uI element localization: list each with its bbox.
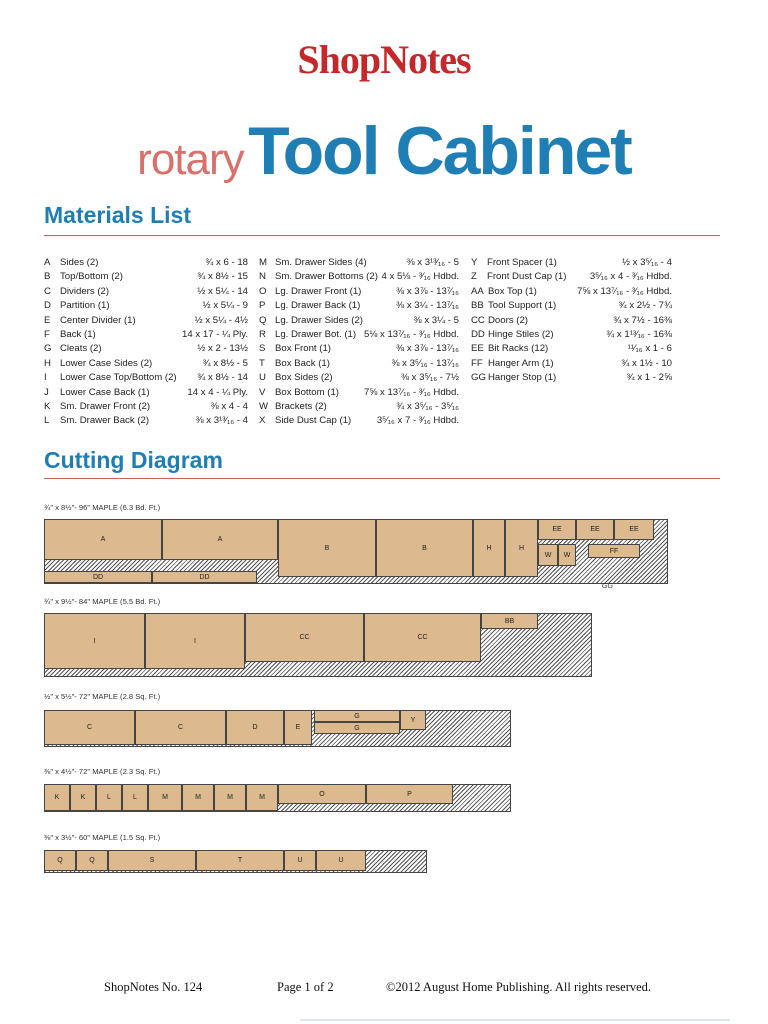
part-name: Sm. Drawer Front (2) [60, 401, 151, 413]
part-size: ⅜ x 3¹³⁄₁₆ - 4 [195, 415, 248, 427]
part-key: X [259, 415, 266, 427]
part-name: Bit Racks (12) [488, 343, 549, 355]
part-name: Doors (2) [488, 314, 528, 326]
cut-piece: M [148, 784, 182, 811]
part-key: CC [471, 314, 485, 326]
part-name: Front Dust Cap (1) [487, 271, 567, 283]
part-size: ¹¹⁄₁₆ x 1 - 6 [627, 343, 672, 355]
part-size: 14 x 4 - ¼ Ply. [187, 386, 248, 398]
part-key: K [44, 401, 51, 413]
part-size: ¾ x 8½ - 15 [197, 271, 248, 283]
part-size: ¾ x 8½ - 5 [202, 357, 248, 369]
cut-piece: G [314, 722, 400, 734]
part-name: Lg. Drawer Sides (2) [275, 314, 363, 326]
material-row [471, 285, 672, 299]
material-row [259, 314, 459, 328]
part-name: Hanger Stop (1) [488, 372, 557, 384]
material-row [259, 342, 459, 356]
shopnotes-logo: ShopNotes [297, 37, 471, 82]
part-key: H [44, 357, 51, 369]
material-row [259, 400, 459, 414]
cut-piece: I [145, 613, 245, 669]
part-key: M [259, 257, 267, 268]
part-name: Hinge Stiles (2) [488, 329, 554, 341]
material-row [44, 299, 248, 313]
part-size: ½ x 5¼ - 9 [202, 300, 248, 312]
part-size: ⅜ x 3⁵⁄₁₆ - 13⁷⁄₁₆ [391, 357, 459, 369]
part-name: Center Divider (1) [60, 314, 136, 326]
materials-column-2 [259, 256, 459, 429]
part-key: W [259, 401, 269, 413]
material-row [471, 328, 672, 342]
material-row [259, 299, 459, 313]
board-label: ⅜" x 3½"- 60" MAPLE (1.5 Sq. Ft.) [44, 833, 161, 842]
part-key: FF [471, 357, 483, 369]
part-name: Top/Bottom (2) [60, 271, 123, 283]
part-size: ⅜ x 3¹³⁄₁₆ - 5 [406, 257, 459, 268]
part-key: T [259, 357, 265, 369]
part-size: 7⅝ x 13⁷⁄₁₆ - ³⁄₁₆ Hdbd. [363, 386, 459, 398]
part-name: Lg. Drawer Bot. (1) [275, 329, 357, 341]
cut-piece: P [366, 784, 453, 804]
cut-piece: DD [44, 571, 152, 583]
material-row [259, 386, 459, 400]
footer-bar [300, 1019, 730, 1021]
cut-piece: M [246, 784, 278, 811]
cut-piece: T [196, 850, 284, 871]
part-name: Brackets (2) [275, 401, 327, 413]
cut-piece: H [505, 519, 538, 577]
part-key: GG [471, 372, 486, 384]
part-key: B [44, 271, 51, 283]
materials-heading: Materials List [44, 202, 191, 228]
part-key: J [44, 386, 49, 398]
material-row [259, 270, 459, 284]
part-size: 3⁵⁄₁₆ x 4 - ³⁄₁₆ Hdbd. [589, 271, 672, 283]
cut-piece: B [278, 519, 376, 577]
part-name: Back (1) [60, 329, 96, 341]
cut-piece: M [214, 784, 246, 811]
part-name: Sm. Drawer Back (2) [60, 415, 150, 427]
cut-piece: Q [44, 850, 76, 871]
part-size: ½ x 3⁵⁄₁₆ - 4 [621, 257, 672, 268]
footer-issue: ShopNotes No. 124 [104, 980, 203, 994]
cut-piece: CC [245, 613, 364, 662]
part-size: ¾ x 7½ - 16⅜ [613, 314, 672, 326]
part-name: Partition (1) [60, 300, 110, 312]
part-name: Lower Case Sides (2) [60, 357, 153, 369]
material-row [259, 414, 459, 428]
materials-column-1 [44, 256, 248, 429]
part-name: Box Bottom (1) [275, 386, 339, 398]
cut-piece: H [473, 519, 505, 577]
cut-piece: A [162, 519, 278, 560]
part-key: Z [471, 271, 477, 283]
part-name: Tool Support (1) [488, 300, 557, 312]
part-name: Dividers (2) [60, 285, 110, 297]
part-size: ¾ x 1¹³⁄₁₆ - 16⅜ [606, 329, 672, 341]
material-row [259, 256, 459, 270]
part-key: DD [471, 329, 485, 341]
cut-piece: W [538, 544, 558, 566]
part-name: Cleats (2) [60, 343, 102, 355]
material-row [44, 256, 248, 270]
part-size: ⅜ x 4 - 4 [210, 401, 248, 413]
material-row [44, 342, 248, 356]
part-key: R [259, 329, 266, 341]
cut-piece: A [44, 519, 162, 560]
material-row [44, 400, 248, 414]
board-label: ¾" x 9½"- 84" MAPLE (5.5 Bd. Ft.) [44, 597, 161, 606]
cut-piece: Q [76, 850, 108, 871]
cut-piece: C [44, 710, 135, 745]
part-key: C [44, 285, 51, 297]
part-size: ¾ x 1 - 2⅝ [626, 372, 672, 384]
part-size: 3⁵⁄₁₆ x 7 - ³⁄₁₆ Hdbd. [376, 415, 459, 427]
part-key: S [259, 343, 266, 355]
page-title [0, 112, 768, 190]
cut-piece: DD [152, 571, 257, 583]
material-row [44, 328, 248, 342]
material-row [471, 270, 672, 284]
cut-piece: W [558, 544, 576, 566]
cut-piece: FF [588, 544, 640, 558]
material-row [44, 414, 248, 428]
cut-piece: K [44, 784, 70, 811]
cut-piece: BB [481, 613, 538, 629]
material-row [471, 256, 672, 270]
part-size: ½ x 5¼ - 4½ [194, 314, 248, 326]
board-label: ¾" x 8½"- 96" MAPLE (6.3 Bd. Ft.) [44, 503, 161, 512]
material-row [44, 357, 248, 371]
material-row [471, 314, 672, 328]
part-name: Box Sides (2) [275, 372, 333, 384]
footer-copyright: ©2012 August Home Publishing. All rights reserved. [386, 980, 652, 994]
cut-piece: EE [614, 519, 654, 540]
part-size: ⅜ x 3¼ - 13⁷⁄₁₆ [396, 300, 459, 312]
part-key: Q [259, 314, 267, 326]
part-name: Sm. Drawer Sides (4) [275, 257, 367, 268]
part-key: L [44, 415, 50, 427]
part-name: Lower Case Top/Bottom (2) [60, 372, 177, 384]
cut-piece: L [96, 784, 122, 811]
part-name: Box Back (1) [275, 357, 330, 369]
part-name: Sides (2) [60, 257, 99, 268]
material-row [44, 386, 248, 400]
cut-piece: EE [538, 519, 576, 540]
part-key: AA [471, 285, 484, 297]
part-size: ⅜ x 3⅞ - 13⁷⁄₁₆ [396, 285, 459, 297]
part-key: F [44, 329, 50, 341]
part-size: ¾ x 6 - 18 [205, 257, 248, 268]
cut-piece: B [376, 519, 473, 577]
material-row [471, 299, 672, 313]
materials-column-3 [471, 256, 672, 386]
part-size: ½ x 5¼ - 14 [197, 285, 248, 297]
cut-piece: D [226, 710, 284, 745]
cut-piece: M [182, 784, 214, 811]
part-name: Box Top (1) [488, 285, 537, 297]
part-size: 5⅛ x 13⁷⁄₁₆ - ³⁄₁₆ Hdbd. [363, 329, 459, 341]
board-label: ½" x 5½"- 72" MAPLE (2.8 Sq. Ft.) [44, 692, 161, 701]
materials-rule [44, 235, 720, 236]
title-prefix: rotary [137, 135, 244, 184]
part-size: ⅜ x 3¼ - 5 [413, 314, 459, 326]
part-name: Hanger Arm (1) [488, 357, 554, 369]
part-size: ¾ x 2½ - 7¾ [618, 300, 672, 312]
cut-piece: K [70, 784, 96, 811]
gg-callout: GG [602, 583, 613, 590]
cut-piece: CC [364, 613, 481, 662]
part-size: 7⅝ x 13⁷⁄₁₆ - ³⁄₁₆ Hdbd. [576, 285, 672, 297]
material-row [44, 285, 248, 299]
part-name: Front Spacer (1) [487, 257, 557, 268]
material-row [471, 342, 672, 356]
footer-page: Page 1 of 2 [277, 980, 334, 994]
cut-piece: U [316, 850, 366, 871]
part-key: U [259, 372, 266, 384]
part-key: Y [471, 257, 478, 268]
cut-piece: U [284, 850, 316, 871]
part-size: 14 x 17 - ¼ Ply. [182, 329, 248, 341]
cut-piece: E [284, 710, 312, 745]
material-row [44, 371, 248, 385]
material-row [259, 285, 459, 299]
material-row [259, 371, 459, 385]
part-key: P [259, 300, 266, 312]
cut-piece: C [135, 710, 226, 745]
material-row [259, 357, 459, 371]
part-key: G [44, 343, 52, 355]
material-row [471, 357, 672, 371]
part-key: EE [471, 343, 484, 355]
material-row [44, 270, 248, 284]
part-key: I [44, 372, 47, 384]
board-label: ⅜" x 4½"- 72" MAPLE (2.3 Sq. Ft.) [44, 767, 161, 776]
part-name: Side Dust Cap (1) [275, 415, 352, 427]
cut-piece: I [44, 613, 145, 669]
cut-piece: O [278, 784, 366, 804]
cut-piece: EE [576, 519, 614, 540]
part-key: E [44, 314, 51, 326]
part-size: ¾ x 8½ - 14 [197, 372, 248, 384]
material-row [259, 328, 459, 342]
part-size: ¾ x 1½ - 10 [621, 357, 672, 369]
cut-piece: L [122, 784, 148, 811]
cutting-heading: Cutting Diagram [44, 447, 223, 473]
cutting-rule [44, 478, 720, 479]
part-name: Box Front (1) [275, 343, 331, 355]
part-name: Lg. Drawer Back (1) [275, 300, 361, 312]
part-key: N [259, 271, 266, 283]
cut-piece: G [314, 710, 400, 722]
part-key: V [259, 386, 266, 398]
part-size: ½ x 2 - 13½ [197, 343, 248, 355]
cut-piece: Y [400, 710, 426, 730]
part-name: Lower Case Back (1) [60, 386, 150, 398]
part-size: ⅜ x 3⁵⁄₁₆ - 7½ [400, 372, 459, 384]
part-size: ⅜ x 3⅞ - 13⁷⁄₁₆ [396, 343, 459, 355]
material-row [471, 371, 672, 385]
material-row [44, 314, 248, 328]
part-name: Sm. Drawer Bottoms (2) [275, 271, 378, 283]
part-key: D [44, 300, 51, 312]
part-size: ¾ x 3⁵⁄₁₆ - 3⁵⁄₁₆ [396, 401, 459, 413]
part-name: Lg. Drawer Front (1) [275, 285, 362, 297]
part-key: A [44, 257, 51, 268]
part-size: 4 x 5⅛ - ³⁄₁₆ Hdbd. [381, 271, 459, 283]
cut-piece: S [108, 850, 196, 871]
part-key: BB [471, 300, 484, 312]
part-key: O [259, 285, 267, 297]
title-main: Tool Cabinet [248, 113, 631, 189]
